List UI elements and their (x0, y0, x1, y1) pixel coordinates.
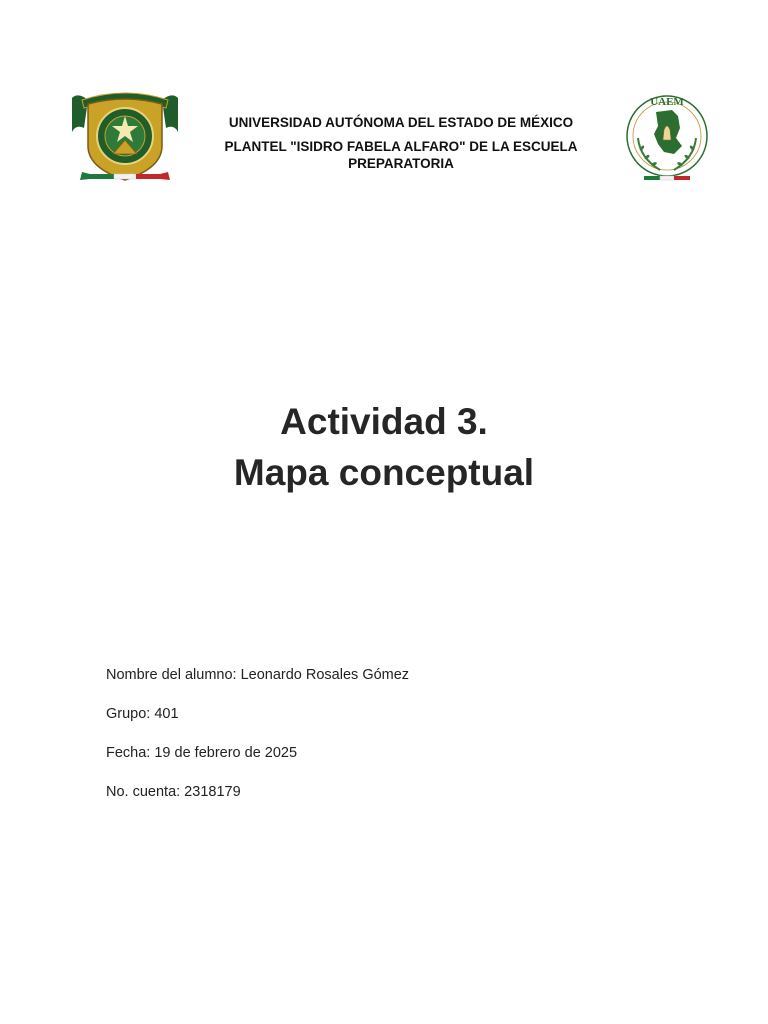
seal-text: UAEM (650, 96, 684, 108)
submission-date: Fecha: 19 de febrero de 2025 (106, 745, 298, 761)
account-number: No. cuenta: 2318179 (106, 784, 241, 800)
institution-header (200, 114, 602, 172)
document-title (0, 396, 768, 498)
uaem-coat-of-arms-icon (68, 88, 182, 186)
university-name: UNIVERSIDAD AUTÓNOMA DEL ESTADO DE MÉXICO (228, 115, 574, 130)
campus-name: PLANTEL "ISIDRO FABELA ALFARO" DE LA ESCUELA PREPARATORIA (224, 139, 578, 171)
student-name: Nombre del alumno: Leonardo Rosales Gómez (106, 667, 410, 683)
uaem-plantel-seal-icon (620, 88, 714, 186)
student-info (106, 665, 409, 821)
title-line-1: Actividad 3. (280, 401, 488, 442)
title-line-2: Mapa conceptual (233, 452, 535, 493)
student-group: Grupo: 401 (106, 706, 179, 722)
